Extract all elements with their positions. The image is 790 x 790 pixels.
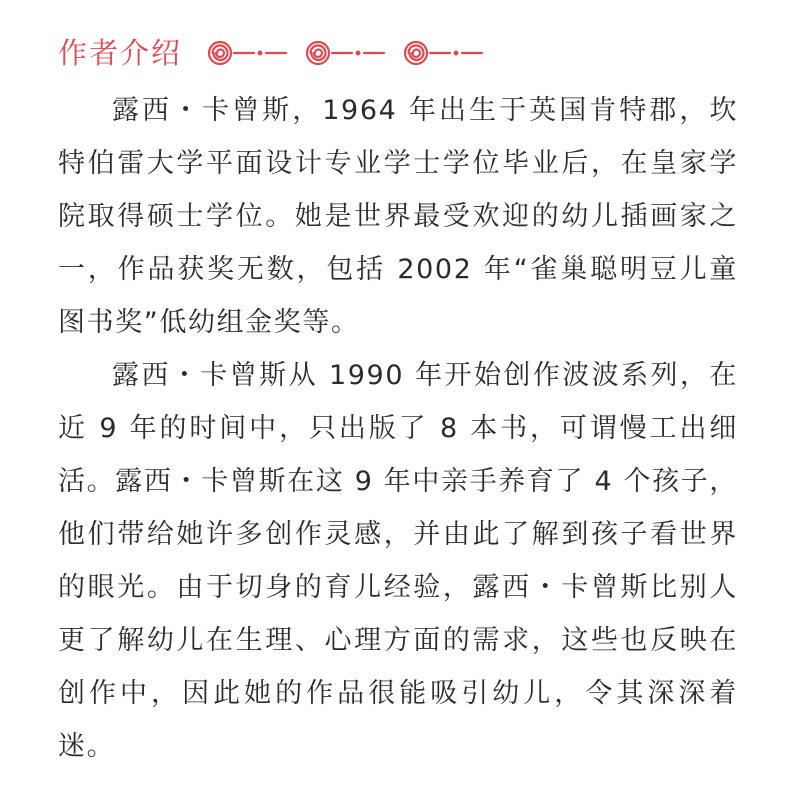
section-header <box>58 28 502 78</box>
spiral-dash-ornament-icon <box>206 37 502 69</box>
bio-paragraph-1: 露西・卡曾斯，1964 年出生于英国肯特郡，坎特伯雷大学平面设计专业学士学位毕业后，在皇家学院取得硕士学位。她是世界最受欢迎的幼儿插画家之一，作品获奖无数，包括 2002 年“雀巢聪明豆儿童图书奖”低幼组金奖等。 <box>58 95 738 338</box>
bio-paragraph-2: 露西・卡曾斯从 1990 年开始创作波波系列，在近 9 年的时间中，只出版了 8 本书，可谓慢工出细活。露西・卡曾斯在这 9 年中亲手养育了 4 个孩子，他们带给她许多创作灵感，并由此了解到孩子看世界的眼光。由于切身的育儿经验，露西・卡曾斯比别人更了解幼儿在生理、心理方面的需求，这些也反映在创作中，因此她的作品很能吸引幼儿，令其深深着迷。 <box>58 360 738 762</box>
section-title: 作者介绍 <box>58 36 183 70</box>
author-bio <box>58 84 738 773</box>
